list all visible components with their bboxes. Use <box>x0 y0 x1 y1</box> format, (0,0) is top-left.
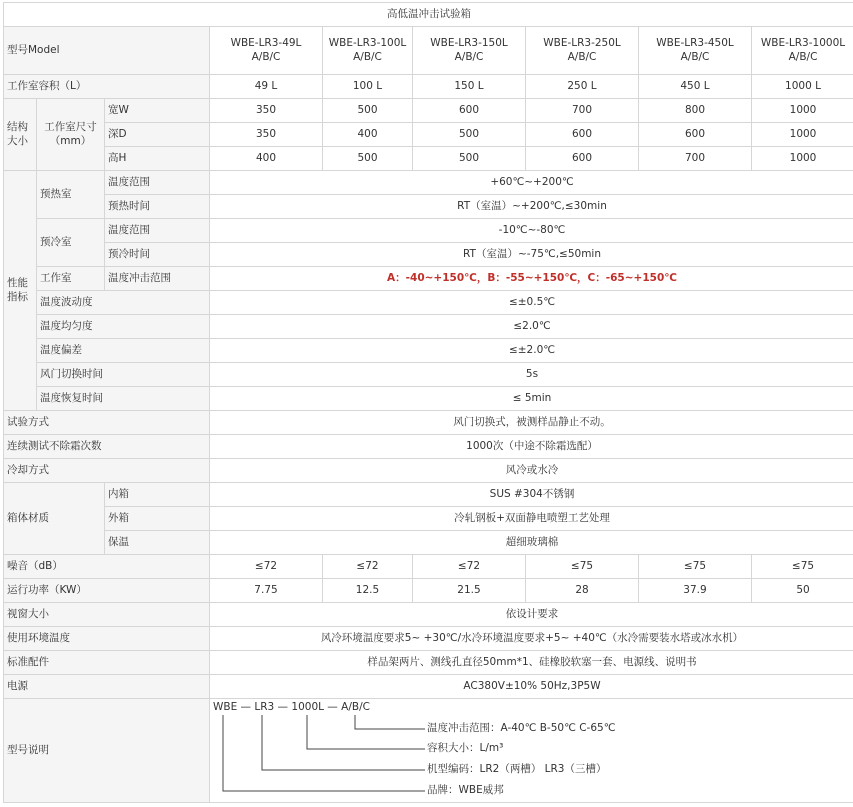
window-label: 视窗大小 <box>4 603 210 627</box>
test-method-label: 试验方式 <box>4 411 210 435</box>
inner-label: 内箱 <box>105 483 210 507</box>
fluctuation-value: ≤±0.5℃ <box>210 291 853 315</box>
model-desc-connector-lines <box>210 699 847 802</box>
capacity-value: 250 L <box>526 75 639 99</box>
model-cell: WBE-LR3-100L A/B/C <box>323 27 413 75</box>
uniformity-label: 温度均匀度 <box>37 315 210 339</box>
preheat-label: 预热室 <box>37 171 105 219</box>
outer-label: 外箱 <box>105 507 210 531</box>
model-desc-volume: 容积大小：L/m³ <box>427 742 504 754</box>
model-code: WBE — LR3 — 1000L — A/B/C <box>213 701 370 713</box>
deviation-label: 温度偏差 <box>37 339 210 363</box>
precool-time-value: RT（室温）~-75℃,≤50min <box>210 243 853 267</box>
model-cell: WBE-LR3-49L A/B/C <box>210 27 323 75</box>
outer-value: 冷轧钢板+双面静电喷塑工艺处理 <box>210 507 853 531</box>
height-value: 700 <box>639 147 752 171</box>
noise-value: ≤75 <box>526 555 639 579</box>
width-value: 700 <box>526 99 639 123</box>
uniformity-value: ≤2.0℃ <box>210 315 853 339</box>
work-range-label: 温度冲击范围 <box>105 267 210 291</box>
height-value: 600 <box>526 147 639 171</box>
model-desc-diagram <box>210 699 853 803</box>
continuous-label: 连续测试不除霜次数 <box>4 435 210 459</box>
width-value: 600 <box>413 99 526 123</box>
model-cell: WBE-LR3-150L A/B/C <box>413 27 526 75</box>
connector-line-brand <box>223 715 425 791</box>
inner-value: SUS #304不锈钢 <box>210 483 853 507</box>
power-value: 28 <box>526 579 639 603</box>
cooling-value: 风冷或水冷 <box>210 459 853 483</box>
deviation-value: ≤±2.0℃ <box>210 339 853 363</box>
environment-label: 使用环境温度 <box>4 627 210 651</box>
structure-sub-label: 工作室尺寸（mm） <box>37 99 105 171</box>
power-value: 37.9 <box>639 579 752 603</box>
power-label: 运行功率（KW） <box>4 579 210 603</box>
width-value: 500 <box>323 99 413 123</box>
insulation-value: 超细玻璃棉 <box>210 531 853 555</box>
structure-group-label: 结构大小 <box>4 99 37 171</box>
power-supply-value: AC380V±10% 50Hz,3P5W <box>210 675 853 699</box>
depth-value: 500 <box>413 123 526 147</box>
switch-time-value: 5s <box>210 363 853 387</box>
depth-value: 400 <box>323 123 413 147</box>
capacity-value: 100 L <box>323 75 413 99</box>
continuous-value: 1000次（中途不除霜选配） <box>210 435 853 459</box>
height-value: 400 <box>210 147 323 171</box>
depth-label: 深D <box>105 123 210 147</box>
model-label: 型号Model <box>4 27 210 75</box>
model-cell: WBE-LR3-450L A/B/C <box>639 27 752 75</box>
connector-line-volume <box>307 715 425 749</box>
power-supply-label: 电源 <box>4 675 210 699</box>
test-method-value: 风门切换式，被测样品静止不动。 <box>210 411 853 435</box>
preheat-time-label: 预热时间 <box>105 195 210 219</box>
connector-line-type <box>262 715 425 770</box>
depth-value: 1000 <box>752 123 853 147</box>
material-label: 箱体材质 <box>4 483 105 555</box>
noise-label: 噪音（dB） <box>4 555 210 579</box>
width-value: 1000 <box>752 99 853 123</box>
power-value: 50 <box>752 579 853 603</box>
noise-value: ≤72 <box>210 555 323 579</box>
capacity-value: 1000 L <box>752 75 853 99</box>
height-label: 高H <box>105 147 210 171</box>
recovery-label: 温度恢复时间 <box>37 387 210 411</box>
performance-group-label: 性能指标 <box>4 171 37 411</box>
switch-time-label: 风门切换时间 <box>37 363 210 387</box>
insulation-label: 保温 <box>105 531 210 555</box>
model-desc-label: 型号说明 <box>4 699 210 803</box>
work-chamber-label: 工作室 <box>37 267 105 291</box>
capacity-value: 49 L <box>210 75 323 99</box>
power-value: 21.5 <box>413 579 526 603</box>
precool-time-label: 预冷时间 <box>105 243 210 267</box>
model-cell: WBE-LR3-1000L A/B/C <box>752 27 853 75</box>
power-value: 12.5 <box>323 579 413 603</box>
accessories-value: 样品架两片、测线孔直径50mm*1、硅橡胶软塞一套、电源线、说明书 <box>210 651 853 675</box>
recovery-value: ≤ 5min <box>210 387 853 411</box>
model-desc-type: 机型编码：LR2（两槽） LR3（三槽） <box>427 763 607 775</box>
precool-range-label: 温度范围 <box>105 219 210 243</box>
height-value: 500 <box>323 147 413 171</box>
width-value: 800 <box>639 99 752 123</box>
height-value: 500 <box>413 147 526 171</box>
depth-value: 600 <box>526 123 639 147</box>
model-cell: WBE-LR3-250L A/B/C <box>526 27 639 75</box>
depth-value: 600 <box>639 123 752 147</box>
capacity-value: 150 L <box>413 75 526 99</box>
noise-value: ≤72 <box>323 555 413 579</box>
model-desc-brand: 品牌：WBE威邦 <box>427 784 504 796</box>
environment-value: 风冷环境温度要求5~ +30℃/水冷环境温度要求+5~ +40℃（水冷需要装水塔或冰水机） <box>210 627 853 651</box>
connector-line-range <box>355 715 425 729</box>
cooling-label: 冷却方式 <box>4 459 210 483</box>
table-title: 高低温冲击试验箱 <box>4 3 853 27</box>
width-value: 350 <box>210 99 323 123</box>
noise-value: ≤75 <box>752 555 853 579</box>
precool-range-value: -10℃~-80℃ <box>210 219 853 243</box>
noise-value: ≤75 <box>639 555 752 579</box>
noise-value: ≤72 <box>413 555 526 579</box>
depth-value: 350 <box>210 123 323 147</box>
preheat-range-value: +60℃~+200℃ <box>210 171 853 195</box>
work-range-value: A：-40~+150℃，B：-55~+150℃，C：-65~+150℃ <box>210 267 853 291</box>
spec-table <box>3 2 853 803</box>
fluctuation-label: 温度波动度 <box>37 291 210 315</box>
width-label: 宽W <box>105 99 210 123</box>
window-value: 依设计要求 <box>210 603 853 627</box>
capacity-value: 450 L <box>639 75 752 99</box>
precool-label: 预冷室 <box>37 219 105 267</box>
power-value: 7.75 <box>210 579 323 603</box>
accessories-label: 标准配件 <box>4 651 210 675</box>
height-value: 1000 <box>752 147 853 171</box>
capacity-label: 工作室容积（L） <box>4 75 210 99</box>
model-desc-range: 温度冲击范围：A-40℃ B-50℃ C-65℃ <box>427 722 616 734</box>
preheat-time-value: RT（室温）~+200℃,≤30min <box>210 195 853 219</box>
preheat-range-label: 温度范围 <box>105 171 210 195</box>
